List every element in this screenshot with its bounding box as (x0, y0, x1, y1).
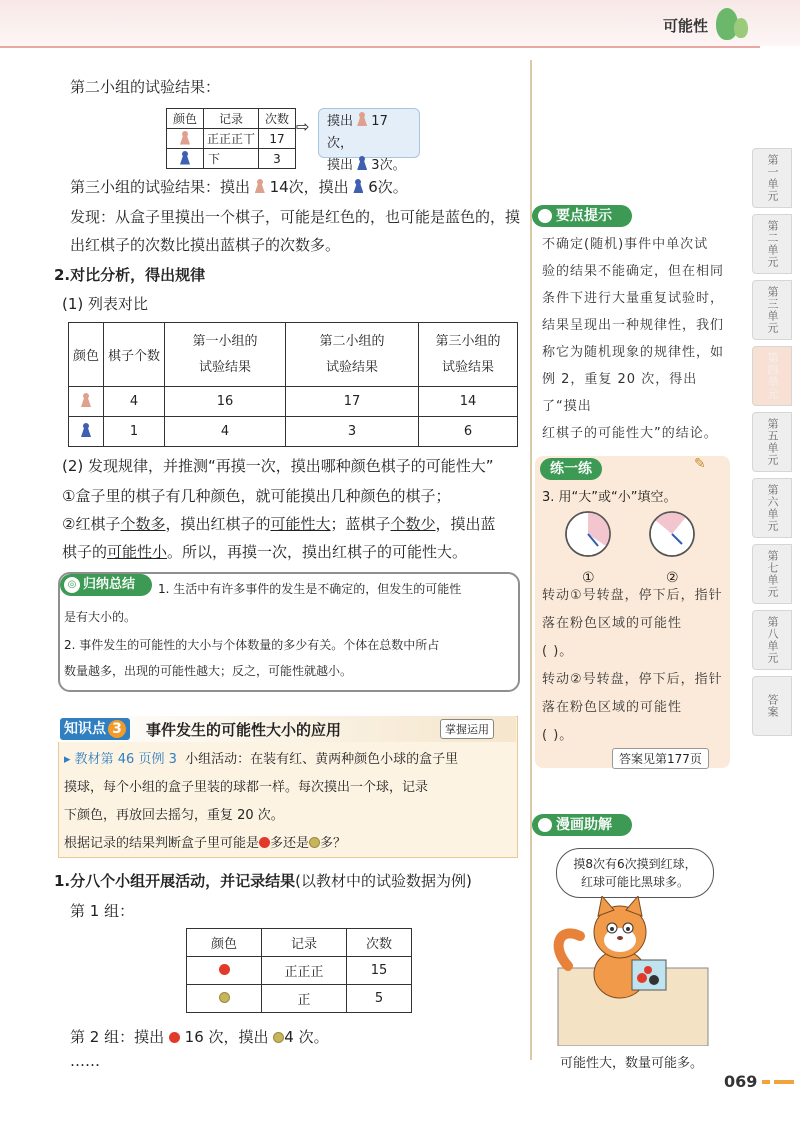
practice-question: 3. 用“大”或“小”填空。 (542, 490, 677, 505)
comparison-table (68, 322, 518, 447)
tab-unit-7[interactable]: 第七单元 (752, 544, 792, 604)
column-divider (530, 60, 532, 1060)
group1-label: 第 1 组： (70, 902, 135, 920)
summary-line3: 2. 事件发生的可能性的大小与个体数量的多少有关。个体在总数中所占 (64, 638, 440, 652)
table-header: 颜色 (167, 109, 204, 129)
table-cell: 17 (259, 129, 296, 149)
header-rule (0, 46, 760, 48)
kp-line3: 下颜色，再放回去摇匀，重复 20 次。 (64, 808, 284, 823)
table-cell: 4 (165, 417, 286, 447)
tab-unit-6[interactable]: 第六单元 (752, 478, 792, 538)
yellow-ball-icon (309, 837, 320, 848)
comic-label: 漫画助解 (532, 814, 632, 836)
table-cell: 正正正丅 (204, 129, 259, 149)
table-header: 第三小组的 试验结果 (419, 323, 518, 387)
tab-unit-8[interactable]: 第八单元 (752, 610, 792, 670)
blue-pawn-icon (357, 156, 367, 170)
table-cell: 16 (165, 387, 286, 417)
rule-point1: ①盒子里的棋子有几种颜色，就可能摸出几种颜色的棋子； (62, 487, 451, 505)
tab-unit-4[interactable]: 第四单元 (752, 346, 792, 406)
table-cell: 6 (419, 417, 518, 447)
arrow-right-icon: ⇨ (296, 117, 310, 136)
blue-pawn-icon (69, 417, 104, 447)
rule-sub2: (2) 发现规律，并推测“再摸一次，摸出哪种颜色棋子的可能性大” (62, 457, 494, 475)
red-ball-icon (169, 1032, 180, 1043)
red-ball-icon (259, 837, 270, 848)
comic-caption: 可能性大，数量可能多。 (560, 1056, 704, 1071)
section1-title: 1.分八个小组开展活动，并记录结果(以教材中的试验数据为例) (54, 872, 472, 890)
section2-sub1: (1) 列表对比 (62, 295, 149, 313)
tips-text: 不确定(随机)事件中单次试 验的结果不能确定，但在相同 条件下进行大量重复试验时， 结果呈现出一种规律性，我们 称它为随机现象的规律性，如 例 2，重复 20 次，得出了“摸出 红棋子的可能性大”的结论。 (542, 237, 725, 441)
cat-illustration (550, 896, 720, 1046)
knowledge-point-title: 事件发生的可能性大小的应用 (146, 721, 342, 739)
table-cell: 下 (204, 149, 259, 169)
table-header: 第二小组的 试验结果 (286, 323, 419, 387)
table-cell: 1 (104, 417, 165, 447)
spinner-2-label: ② (666, 570, 679, 586)
table-cell: 15 (347, 957, 412, 985)
spinners (560, 508, 710, 570)
tree-icon (734, 18, 748, 38)
yellow-ball-icon (273, 1032, 284, 1043)
tab-unit-1[interactable]: 第一单元 (752, 148, 792, 208)
table-header: 次数 (259, 109, 296, 129)
group2-result: 第 2 组：摸出 16 次，摸出 4 次。 (70, 1028, 329, 1046)
summary-line4: 数量越多，出现的可能性越大；反之，可能性就越小。 (64, 664, 353, 678)
table-header: 记录 (262, 929, 347, 957)
red-pawn-icon (167, 129, 204, 149)
ball-table (186, 928, 412, 1013)
speech-bubble: 摸8次有6次摸到红球， 红球可能比黑球多。 (556, 848, 714, 898)
red-pawn-icon (255, 179, 265, 193)
table-cell: 3 (286, 417, 419, 447)
table-cell: 3 (259, 149, 296, 169)
table-header: 棋子个数 (104, 323, 165, 387)
table-cell: 正正正 (262, 957, 347, 985)
mastery-tag: 掌握运用 (440, 719, 494, 739)
discovery-line2: 出红棋子的次数比摸出蓝棋子的次数多。 (70, 236, 341, 254)
section2-title: 2.对比分析，得出规律 (54, 266, 206, 284)
table-header: 记录 (204, 109, 259, 129)
page-number: 069 (724, 1072, 758, 1091)
kp-line1: ▸ 教材第 46 页例 3 小组活动：在装有红、黄两种颜色小球的盒子里 (64, 752, 459, 767)
page-title: 可能性 (662, 17, 708, 35)
knowledge-point-badge: 知识点 3 (60, 718, 130, 740)
kp-line4: 根据记录的结果判断盒子里可能是 多还是 多？ (64, 836, 347, 851)
tab-unit-5[interactable]: 第五单元 (752, 412, 792, 472)
group2-callout: 摸出 17次， 摸出 3次。 (318, 108, 420, 158)
spinner-2 (650, 512, 694, 556)
answer-reference: 答案见第177页 (612, 748, 709, 769)
red-pawn-icon (69, 387, 104, 417)
red-ball-icon (187, 957, 262, 985)
table-header: 次数 (347, 929, 412, 957)
blue-pawn-icon (353, 179, 363, 193)
tab-unit-3[interactable]: 第三单元 (752, 280, 792, 340)
blue-pawn-icon (167, 149, 204, 169)
summary-line2: 是有大小的。 (64, 610, 137, 624)
group3-line: 第三小组的试验结果：摸出 14次，摸出 6次。 (70, 178, 408, 196)
practice-text: 转动①号转盘，停下后，指针 落在粉色区域的可能性 ( )。 转动②号转盘，停下后，指针 落在粉色区域的可能性 ( )。 (542, 588, 723, 743)
practice-label: 练一练 (540, 458, 602, 480)
tab-unit-2[interactable]: 第二单元 (752, 214, 792, 274)
page-number-dot (762, 1080, 770, 1084)
tips-label: 要点提示 (532, 205, 632, 227)
kp-line2: 摸球，每个小组的盒子里装的球都一样。每次摸出一个球，记录 (64, 780, 429, 795)
table-cell: 5 (347, 985, 412, 1013)
pointer-icon (538, 818, 552, 832)
table-cell: 4 (104, 387, 165, 417)
table-cell: 正 (262, 985, 347, 1013)
table-cell: 14 (419, 387, 518, 417)
table-header: 颜色 (69, 323, 104, 387)
spinner-1 (566, 512, 610, 556)
rule-point3: 棋子的可能性小。所以，再摸一次，摸出红棋子的可能性大。 (62, 543, 468, 561)
group2-table (166, 108, 296, 169)
pencil-icon: ✎ (694, 456, 706, 472)
table-header: 第一小组的 试验结果 (165, 323, 286, 387)
page-number-bar (774, 1080, 794, 1084)
discovery-line1: 发现：从盒子里摸出一个棋子，可能是红色的，也可能是蓝色的，摸 (70, 208, 521, 226)
tab-unit-9[interactable]: 答案 (752, 676, 792, 736)
target-icon: ◎ (64, 577, 80, 593)
red-pawn-icon (357, 112, 367, 126)
spinner-1-label: ① (582, 570, 595, 586)
rule-point2: ②红棋子个数多，摸出红棋子的可能性大；蓝棋子个数少，摸出蓝 (62, 515, 496, 533)
ellipsis: …… (70, 1052, 100, 1070)
table-header: 颜色 (187, 929, 262, 957)
pointer-icon (538, 209, 552, 223)
summary-label: ◎ 归纳总结 (60, 574, 152, 596)
group2-label: 第二小组的试验结果： (70, 78, 221, 96)
summary-line1: 1. 生活中有许多事件的发生是不确定的，但发生的可能性 (158, 582, 462, 596)
table-cell: 17 (286, 387, 419, 417)
yellow-ball-icon (187, 985, 262, 1013)
